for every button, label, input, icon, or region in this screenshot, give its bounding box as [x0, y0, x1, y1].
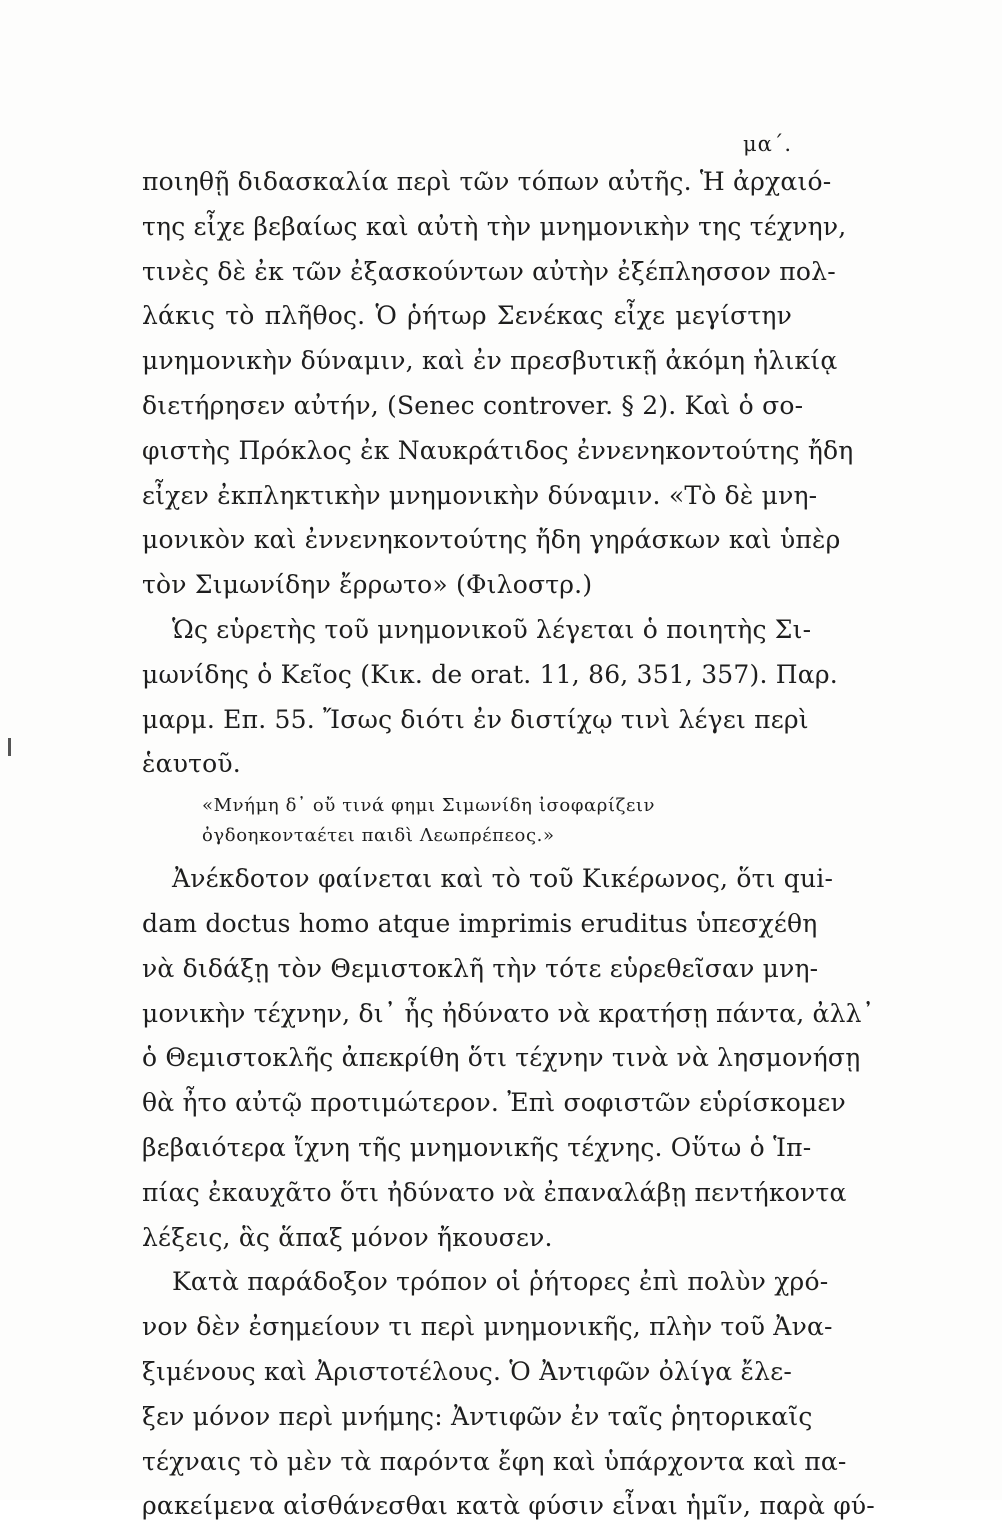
text-line: νὰ διδάξῃ τὸν Θεμιστοκλῆ τὴν τότε εὑρεθεῖσαν μνη- [142, 953, 819, 983]
text-line: dam doctus homo atque imprimis eruditus ὑπεσχέθη [142, 908, 818, 938]
text-line: λέξεις, ἃς ἅπαξ μόνον ἤκουσεν. [142, 1222, 553, 1252]
text-line: μονικὸν καὶ ἐννενηκοντούτης ἤδη γηράσκων καὶ ὑπὲρ [142, 525, 841, 555]
text-line: ποιηθῇ διδασκαλία περὶ τῶν τόπων αὐτῆς. Ἡ ἀρχαιό- [142, 167, 832, 196]
text-line: νον δὲν ἐσημείουν τι περὶ μνημονικῆς, πλὴν τοῦ Ἀνα- [142, 1312, 833, 1342]
body-text [142, 160, 875, 1529]
text-line: ρακείμενα αἰσθάνεσθαι κατὰ φύσιν εἶναι ἡμῖν, παρὰ φύ- [142, 1491, 875, 1521]
verse-quote [142, 791, 792, 851]
paragraph-3 [142, 857, 875, 1260]
text-line: μνημονικὴν δύναμιν, καὶ ἐν πρεσβυτικῇ ἀκόμη ἡλικίᾳ [142, 346, 838, 376]
quote-line: «Μνήμη δ᾽ οὔ τινά φημι Σιμωνίδη ἰσοφαρίζειν [202, 795, 656, 817]
text-line: Κατὰ παράδοξον τρόπον οἱ ῥήτορες ἐπὶ πολὺν χρό- [172, 1267, 829, 1297]
text-line: ὁ Θεμιστοκλῆς ἀπεκρίθη ὅτι τέχνην τινὰ νὰ λησμονήσῃ [142, 1043, 861, 1073]
text-line: τέχναις τὸ μὲν τὰ παρόντα ἔφη καὶ ὑπάρχοντα καὶ πα- [142, 1446, 847, 1476]
text-line: τὸν Σιμωνίδην ἔρρωτο» (Φιλοστρ.) [142, 570, 593, 600]
text-line: ἑαυτοῦ. [142, 749, 241, 779]
text-line: ξεν μόνον περὶ μνήμης: Ἀντιφῶν ἐν ταῖς ῥητορικαῖς [142, 1401, 813, 1431]
paragraph-2 [142, 608, 838, 787]
text-line: πίας ἐκαυχᾶτο ὅτι ἠδύνατο νὰ ἐπαναλάβῃ πεντήκοντα [142, 1177, 847, 1207]
quote-line: ὀγδοηκονταέτει παιδὶ Λεωπρέπεος.» [202, 825, 555, 847]
text-line: διετήρησεν αὐτήν, (Senec controver. § 2). Καὶ ὁ σο- [142, 390, 804, 420]
text-line: μωνίδης ὁ Κεῖος (Κικ. de orat. 11, 86, 351, 357). Παρ. [142, 659, 838, 689]
text-line: λάκις τὸ πλῆθος. Ὁ ῥήτωρ Σενέκας εἶχε μεγίστην [142, 301, 792, 331]
text-line: της εἶχε βεβαίως καὶ αὐτὴ τὴν μνημονικὴν της τέχνην, [142, 211, 847, 241]
text-line: φιστὴς Πρόκλος ἐκ Ναυκράτιδος ἐννενηκοντούτης ἤδη [142, 435, 854, 465]
text-line: βεβαιότερα ἴχνη τῆς μνημονικῆς τέχνης. Οὕτω ὁ Ἱπ- [142, 1132, 812, 1162]
text-line: τινὲς δὲ ἐκ τῶν ἐξασκούντων αὐτὴν ἐξέπλησσον πολ- [142, 256, 836, 286]
margin-mark [8, 738, 11, 756]
text-line: Ἀνέκδοτον φαίνεται καὶ τὸ τοῦ Κικέρωνος, ὅτι qui- [172, 864, 834, 894]
text-line: Ὡς εὑρετὴς τοῦ μνημονικοῦ λέγεται ὁ ποιητὴς Σι- [172, 614, 812, 644]
text-line: εἶχεν ἐκπληκτικὴν μνημονικὴν δύναμιν. «Τὸ δὲ μνη- [142, 480, 818, 510]
text-line: ξιμένους καὶ Ἀριστοτέλους. Ὁ Ἀντιφῶν ὀλίγα ἔλε- [142, 1356, 792, 1386]
paragraph-4 [142, 1260, 875, 1529]
text-line: μαρμ. Επ. 55. Ἴσως διότι ἐν διστίχῳ τινὶ λέγει περὶ [142, 704, 809, 734]
page-number: μα΄. [742, 132, 792, 156]
text-line: μονικὴν τέχνην, δι᾽ ἧς ἠδύνατο νὰ κρατήσῃ πάντα, ἀλλ᾽ [142, 998, 875, 1028]
paragraph-1 [142, 160, 854, 608]
text-line: θὰ ἦτο αὐτῷ προτιμώτερον. Ἐπὶ σοφιστῶν εὑρίσκομεν [142, 1088, 846, 1118]
